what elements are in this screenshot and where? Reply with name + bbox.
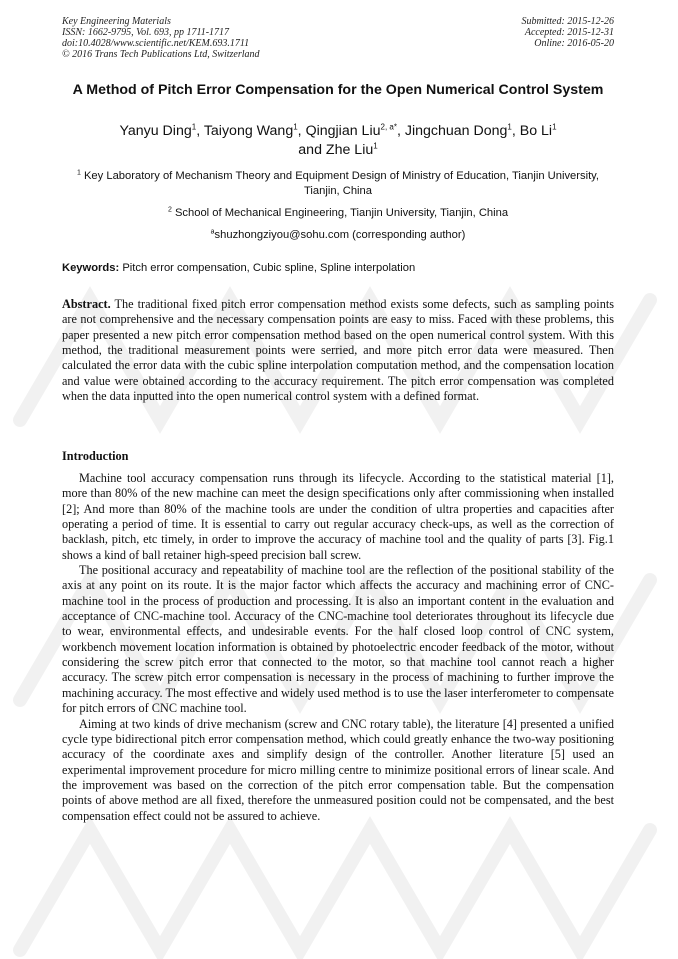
paragraph: Machine tool accuracy compensation runs through its lifecycle. According to the statistical material [1], more than 80% of the new machine can meet the design specifications only after commissioning when installed [2]; And more than 80% of the machine tools are under the condition of ultra properties and capacities after operating a period of time. It is essential to carry out regular accuracy check-ups, as well as the correction of backlash, pitch, etc timely, in order to improve the accuracy of machine tool and the quality of parts [3]. Fig.1 shows a kind of ball retainer high-speed precision ball screw. <box>62 471 614 562</box>
abstract-label: Abstract. <box>62 297 111 311</box>
author: Qingjian Liu$^{2, a*}$, <box>305 122 405 139</box>
affiliation-1: $^1$ Key Laboratory of Mechanism Theory and Equipment Design of Ministry of Education, Tianjin University, Tianjin, China <box>76 169 600 197</box>
affiliation-2: $^2$ School of Mechanical Engineering, Tianjin University, Tianjin, China <box>167 206 509 219</box>
paper-title: A Method of Pitch Error Compensation for the Open Numerical Control System <box>72 82 604 98</box>
keywords-label: Keywords: <box>62 262 120 274</box>
paragraph: The positional accuracy and repeatability of machine tool are the reflection of the positional stability of the axis at any point on its route. It is the major factor which affects the accuracy and machining error of CNC-machine tool in the process of production and processing. It is also an important content in the evaluation and acceptance of CNC-machine tool. Accuracy of the CNC-machine tool deteriorates throughout its lifecycle due to wear, environmental effects, and undesirable events. For the half closed loop control of CNC system, workbench movement location information is obtained by photoelectric encoder feedback of the motor, without considering the screw pitch error that connected to the motor, so that machine tool cannot reach a higher accuracy. The screw pitch error compensation is necessary in the process of machining to further improve the machining accuracy. The most effective and widely used method is to use the laser interferometer to compensate for pitch errors of CNC machine tool. <box>62 563 614 716</box>
abstract <box>62 297 614 404</box>
author: Taiyong Wang$^1$, <box>203 122 306 139</box>
corresponding-email: $^a$shuzhongziyou@sohu.com (corresponding author) <box>210 228 466 241</box>
author: Yanyu Ding$^1$, <box>119 122 204 139</box>
journal-header <box>62 16 260 60</box>
copyright-line: © 2016 Trans Tech Publications Ltd, Switzerland <box>62 49 260 60</box>
issn-line: ISSN: 1662-9795, Vol. 693, pp 1711-1717 <box>62 27 230 38</box>
author-list <box>62 122 614 160</box>
author: Jingchuan Dong$^1$, <box>404 122 520 139</box>
keywords-text: Pitch error compensation, Cubic spline, Spline interpolation <box>122 262 416 274</box>
paragraph: Aiming at two kinds of drive mechanism (screw and CNC rotary table), the literature [4] presented a unified cycle type bidirectional pitch error compensation method, which could greatly enhance the two-way positioning accuracy of the coordinate axes and simplify design of the controller. Another literature [5] used an experimental improvement procedure for micro milling centre to minimize positional errors of linear scale. And the improvement was based on the correction of the pitch error compensation table. But the compensation points of above method are all fixed, therefore the unmeasured position could not be compensated, and the best compensation effect could not be assured to achieve. <box>62 716 614 823</box>
accepted-date: Accepted: 2015-12-31 <box>524 27 614 38</box>
keywords <box>62 262 614 274</box>
section-heading-introduction: Introduction <box>62 449 129 463</box>
doi-line: doi:10.4028/www.scientific.net/KEM.693.1711 <box>62 38 250 49</box>
author: Bo Li$^1$ <box>519 122 557 139</box>
online-date: Online: 2016-05-20 <box>534 38 614 49</box>
abstract-text: The traditional fixed pitch error compensation method exists some defects, such as sampling points are not comprehensive and the necessary compensation points are easy to miss. Faced with these problems, this paper presented a new pitch error compensation method based on the open numerical control system. With this method, the traditional measurement points were serried, and more pitch error data were measured. Then calculated the error data with the cubic spline interpolation computation method, and the compensation location and value were obtained according to the accuracy requirement. The pitch error compensation was completed when the data inputted into the open numerical control system with a defined format. <box>62 297 614 404</box>
dates-header <box>522 16 615 49</box>
introduction-body <box>62 471 614 824</box>
submitted-date: Submitted: 2015-12-26 <box>521 16 614 27</box>
journal-name: Key Engineering Materials <box>62 16 171 27</box>
author: and Zhe Liu$^1$ <box>298 141 378 158</box>
